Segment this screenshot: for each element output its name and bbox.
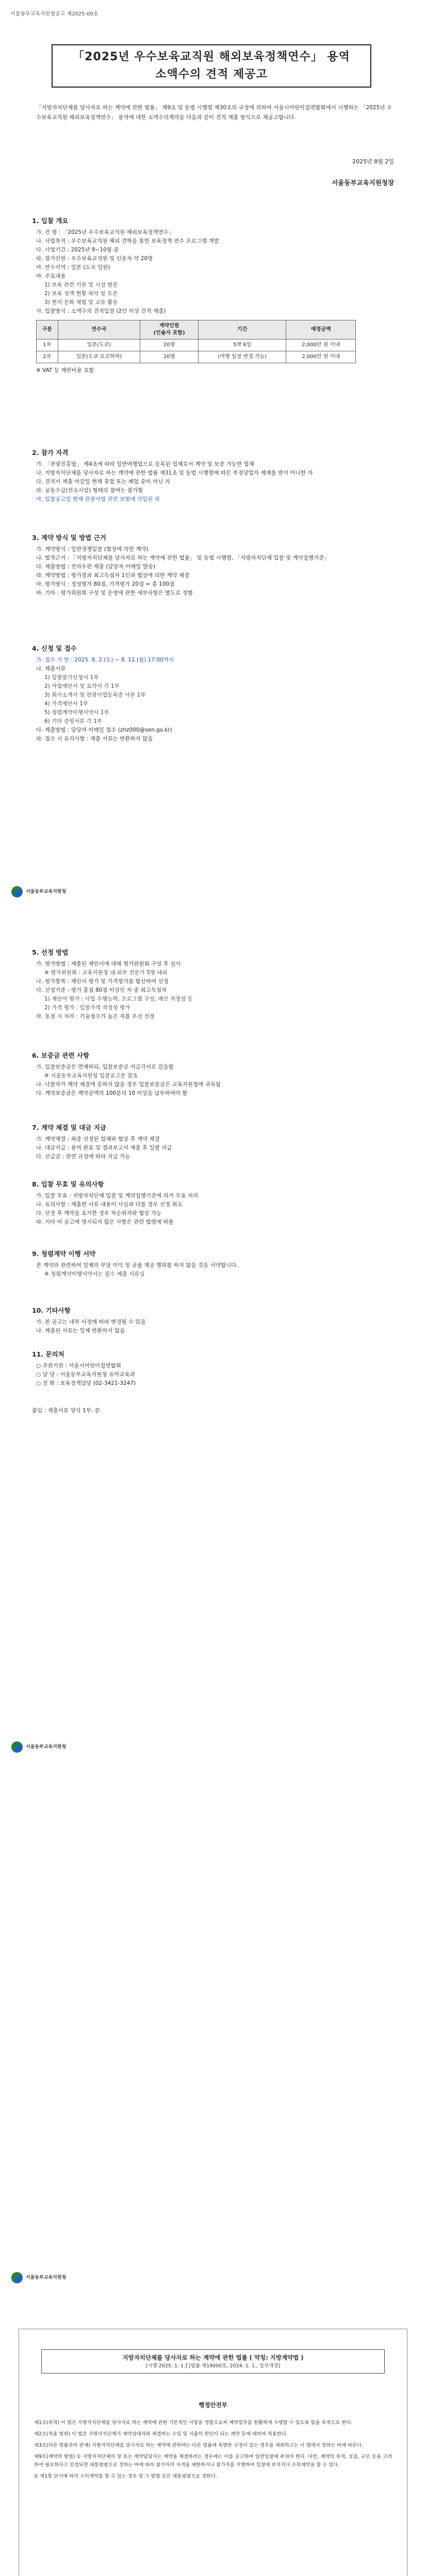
table-cell: 1차	[37, 340, 58, 351]
table-row	[37, 340, 356, 351]
list-item: 3) 현지 문화 체험 및 교류 활동	[44, 299, 118, 306]
table-cell: 2,000만 원 이내	[286, 351, 356, 363]
list-item: 가. 건 명 : 「2025년 우수보육교직원 해외보육정책연수」	[36, 229, 174, 235]
list-item: 다. 선급금 : 관련 규정에 따라 지급 가능	[36, 1154, 130, 1160]
list-item: 사. 입찰방식 : 소액수의 견적입찰 (2인 이상 견적 제출)	[36, 308, 166, 314]
section-selection	[32, 948, 393, 1021]
page-2	[0, 922, 426, 1762]
table-cell: 5박 6일	[198, 340, 286, 351]
footer-logo	[11, 2272, 66, 2283]
list-item: 라. 계약방법 : 평가결과 최고득점자 1인과 협상에 의한 계약 체결	[36, 572, 190, 579]
footer-logo	[11, 1741, 66, 1753]
table-cell: (여행 일정 변경 가능)	[198, 351, 286, 363]
section-heading: 9. 청렴계약 이행 서약	[32, 1250, 96, 1258]
list-item: 다. 계약보증금은 계약금액의 100분의 10 이상을 납부하여야 함	[36, 1090, 188, 1096]
section-misc	[32, 1306, 393, 1335]
section-heading: 8. 입찰 무효 및 유의사항	[32, 1180, 104, 1188]
list-item: 2) 보육 정책 현황 파악 및 토론	[44, 291, 118, 297]
list-item: 가. 계약방식 : 일반경쟁입찰 (협상에 의한 계약)	[36, 546, 149, 552]
list-item: 마. 입찰공고일 현재 관광사업 관련 보험에 가입된 자	[36, 496, 160, 502]
list-item: 다. 견적서 제출 마감일 현재 휴업 또는 폐업 중이 아닌 자	[36, 479, 170, 485]
attachment-note: 붙임 : 제출서류 양식 1부. 끝.	[32, 1408, 102, 1414]
list-item: 가. 「관광진흥법」 제4조에 따라 일반여행업으로 등록된 업체로서 계약 및 보증 가능한 업체	[36, 461, 254, 467]
list-item: 다. 사업기간 : 2025년 9~10월 중	[36, 247, 119, 253]
list-item: 라. 기타 이 공고에 명시되지 않은 사항은 관련 법령에 따름	[36, 1219, 174, 1225]
law-title: 지방자치단체를 당사자로 하는 계약에 관한 법률 ( 약칭: 지방계약법 )	[122, 2354, 304, 2361]
list-item: 나. 유의사항 : 제출한 서류 내용이 사실과 다를 경우 선정 취소	[36, 1201, 183, 1208]
section-heading: 11. 문의처	[32, 1350, 64, 1358]
section-heading: 2. 참가 자격	[32, 449, 69, 456]
list-item: 나. 평가항목 : 제안서 평가 및 가격평가를 합산하여 선정	[36, 978, 169, 985]
issuer-name: 서울동부교육지원청장	[332, 179, 394, 187]
table-header-row	[37, 320, 356, 340]
list-item: ※ 청렴계약이행서약서는 필수 제출 서류임	[44, 1271, 145, 1277]
section-heading: 5. 선정 방법	[32, 948, 69, 956]
document-reference: 서울동부교육지원청공고 제2025-00호	[10, 11, 99, 17]
list-item: ※ 서울동부교육지원청 입찰공고문 참조	[44, 1073, 138, 1079]
footer-org-name: 서울동부교육지원청	[26, 1744, 67, 1750]
section-contact	[32, 1350, 393, 1388]
law-article: ② 제1항 단서에 따라 수의계약을 할 수 있는 경우 및 그 방법 등은 대통령령으로 정한다.	[34, 2473, 217, 2479]
list-item: 2) 사업제안서 및 요약서 각 1부	[44, 683, 120, 689]
list-item: 4) 가격제안서 1부	[44, 701, 88, 707]
section-heading: 3. 계약 방식 및 방법 근거	[32, 534, 106, 541]
list-item: 바. 기타 : 평가위원회 구성 및 운영에 관한 세부사항은 별도로 정함	[36, 590, 193, 596]
section-contract-method	[32, 533, 393, 598]
list-item: 바. 주요내용	[36, 273, 66, 279]
section-heading: 6. 보증금 관련 사항	[32, 1052, 90, 1059]
intro-paragraph: 「지방자치단체를 당사자로 하는 계약에 관한 법률」 제9조 및 동법 시행령 제30조의 규정에 의하여 서울시어린이집연합회에서 시행하는 「2025년 우수보육교직원 해외보육정책연수」 용역에 대한 소액수의계약을 다음과 같이 견적 제출 방식으로 재공고합니다.	[36, 105, 392, 121]
section-heading: 1. 입찰 개요	[32, 217, 69, 225]
list-item: 가. 본 공고는 내부 사정에 따라 변경될 수 있음	[36, 1319, 146, 1325]
list-item: 가. 접수 기 한 : 2025. 8. 2.(토) ~ 8. 11.(월) 17:00까지	[36, 657, 174, 663]
table-cell: 20명	[140, 340, 199, 351]
section-invalidation	[32, 1180, 393, 1227]
list-item: 나. 사업목적 : 우수보육교직원 해외 견학을 통한 보육정책 연수 프로그램 개발	[36, 238, 219, 244]
list-item: 본 계약과 관련하여 일체의 부당 이익 및 금품 제공 행위를 하지 않을 것을 서약합니다.	[36, 1262, 238, 1268]
spec-table	[36, 320, 356, 363]
law-article: 제9조(계약의 방법) ① 지방자치단체의 장 또는 계약담당자는 계약을 체결하려는 경우에는 이를 공고하여 일반입찰에 부쳐야 한다. 다만, 계약의 목적, 성질, 규모 등을 고려하여 필요하다고 인정되면 대통령령으로 정하는 바에 따라 참가자의 자격을 제한하거나 참가자를 지명하여 입찰에 부치거나 수의계약을 할 수 있다.	[34, 2454, 392, 2468]
list-item: 나. 낙찰자가 계약 체결에 응하지 않을 경우 입찰보증금은 교육지원청에 귀속됨	[36, 1081, 221, 1088]
table-row	[37, 351, 356, 363]
law-enforcement-info: [시행 2025. 1. 1.] [법률 제19000호, 2024. 1. 1., 일부개정]	[145, 2363, 281, 2369]
list-item: 나. 지방자치단체를 당사자로 하는 계약에 관한 법률 제31조 및 동법 시행령에 따른 부정당업자 제재를 받지 아니한 자	[36, 470, 313, 476]
list-item: 가. 입찰 무효 : 지방자치단체 입찰 및 계약집행기준에 의거 무효 처리	[36, 1193, 199, 1199]
list-item: 나. 제출서류	[36, 666, 66, 672]
page-3	[0, 1772, 426, 2298]
list-item: 다. 제출방법 : 담당자 이메일 접수 (zhz000@sen.go.kr)	[36, 727, 172, 733]
section-heading: 10. 기타사항	[32, 1307, 71, 1314]
table-header-cell: 기간	[198, 320, 286, 340]
table-cell: 일본(도쿄)	[58, 340, 140, 351]
education-office-logo-icon	[11, 886, 23, 897]
table-cell: 20명	[140, 351, 199, 363]
section-integrity-pledge	[32, 1249, 393, 1279]
list-item: 2) 가격 평가 : 입찰가격 적정성 평가	[44, 1005, 130, 1011]
list-item: 3) 회사소개서 및 관광사업등록증 사본 1부	[44, 692, 146, 698]
law-body-part1	[34, 2419, 392, 2484]
list-item: 가. 평가방법 : 제출된 제안서에 대해 평가위원회 구성 후 심사	[36, 961, 181, 967]
list-item: ○ 전 화 : 보육정책담당 (02-3421-3247)	[36, 1380, 136, 1386]
list-item: 가. 계약체결 : 최종 선정된 업체와 협상 후 계약 체결	[36, 1136, 160, 1142]
list-item: 5) 청렴계약이행서약서 1부	[44, 709, 109, 716]
table-note: ※ VAT 등 제반비용 포함	[36, 367, 94, 374]
notice-title-line2: 소액수의 견적 제공고	[155, 68, 268, 81]
list-item: 나. 법적근거 : 「지방자치단체를 당사자로 하는 계약에 관한 법률」 및 동법 시행령, 「지방자치단체 입찰 및 계약집행기준」	[36, 555, 330, 561]
notice-title-line1: 「2025년 우수보육교직원 해외보육정책연수」 용역	[73, 50, 350, 63]
education-office-logo-icon	[11, 2272, 23, 2283]
list-item: 다. 선정 후 계약을 포기한 경우 차순위자와 협상 가능	[36, 1210, 162, 1216]
section-heading: 7. 계약 체결 및 대금 지급	[32, 1124, 106, 1131]
list-item: 다. 제출방법 : 전자우편 제출 (담당자 이메일 발송)	[36, 564, 156, 570]
page-1	[0, 0, 426, 917]
list-item: 라. 동점 시 처리 : 기술점수가 높은 자를 우선 선정	[36, 1013, 155, 1020]
law-article: 제1조(목적) 이 법은 지방자치단체를 당사자로 하는 계약에 관한 기본적인 사항을 정함으로써 계약업무를 원활하게 수행할 수 있도록 함을 목적으로 한다.	[34, 2420, 353, 2426]
footer-logo	[11, 886, 66, 897]
list-item: 라. 공동수급(컨소시엄) 형태의 참여는 불가함	[36, 487, 143, 494]
page-4-law-annex	[0, 2303, 426, 2576]
table-cell: 일본(도쿄·요코하마)	[58, 351, 140, 363]
list-item: 라. 참가인원 : 우수보육교직원 및 인솔자 약 20명	[36, 256, 153, 262]
section-payment	[32, 1123, 393, 1161]
section-deposit	[32, 1051, 393, 1098]
ministry-name: 행정안전부	[199, 2401, 227, 2409]
list-item: 1) 제안서 평가 : 사업 수행능력, 프로그램 구성, 예산 적정성 등	[44, 996, 193, 1002]
table-cell: 2,000만 원 이내	[286, 340, 356, 351]
table-header-cell: 계약인원 (인솔자 포함)	[140, 320, 199, 340]
list-item: 1) 보육 관련 기관 및 시설 방문	[44, 282, 118, 288]
list-item: ※ 평가위원회 : 교육지원청 내·외부 전문가 5명 내외	[44, 970, 168, 976]
list-item: 라. 접수 시 유의사항 : 제출 서류는 반환하지 않음	[36, 736, 153, 742]
footer-org-name: 서울동부교육지원청	[26, 2275, 67, 2280]
section-heading: 4. 신청 및 접수	[32, 645, 77, 652]
section-overview	[32, 216, 393, 375]
section-application	[32, 644, 393, 743]
list-item: 6) 기타 증빙서류 각 1부	[44, 718, 102, 724]
table-header-cell: 연수국	[58, 320, 140, 340]
list-item: 가. 입찰보증금은 면제하되, 입찰보증금 지급각서로 갈음함	[36, 1064, 174, 1070]
law-title-box	[41, 2349, 385, 2374]
notice-title-box	[52, 44, 371, 88]
table-header-cell: 구분	[37, 320, 58, 340]
table-cell: 2차	[37, 351, 58, 363]
list-item: 1) 입찰참가신청서 1부	[44, 674, 99, 681]
list-item: ○ 주관기관 : 서울시어린이집연합회	[36, 1363, 121, 1369]
notice-date: 2025년 8월 2일	[352, 158, 394, 165]
list-item: 다. 선정기준 : 평가 총점 80점 이상인 자 중 최고득점자	[36, 987, 167, 993]
law-article: 제2조(적용 범위) 이 법은 지방자치단체가 계약상대자와 체결하는 수입 및 지출의 원인이 되는 계약 등에 대하여 적용한다.	[34, 2431, 288, 2437]
list-item: ○ 담 당 : 서울동부교육지원청 유아교육과	[36, 1371, 135, 1378]
list-item: 마. 연수지역 : 일본 (도쿄 일원)	[36, 264, 110, 270]
education-office-logo-icon	[11, 1741, 23, 1753]
footer-org-name: 서울동부교육지원청	[26, 889, 67, 894]
list-item: 나. 대금지급 : 용역 완료 및 결과보고서 제출 후 일괄 지급	[36, 1145, 172, 1151]
table-header-cell: 예정금액	[286, 320, 356, 340]
list-item: 마. 평가방식 : 정성평가 80점, 가격평가 20점 = 총 100점	[36, 581, 175, 587]
section-eligibility	[32, 448, 393, 504]
list-item: 나. 제출된 서류는 일체 반환하지 않음	[36, 1328, 125, 1334]
law-article: 제3조(다른 법률과의 관계) 지방자치단체를 당사자로 하는 계약에 관하여는 다른 법률에 특별한 규정이 있는 경우를 제외하고는 이 법에서 정하는 바에 따른다.	[34, 2443, 364, 2448]
